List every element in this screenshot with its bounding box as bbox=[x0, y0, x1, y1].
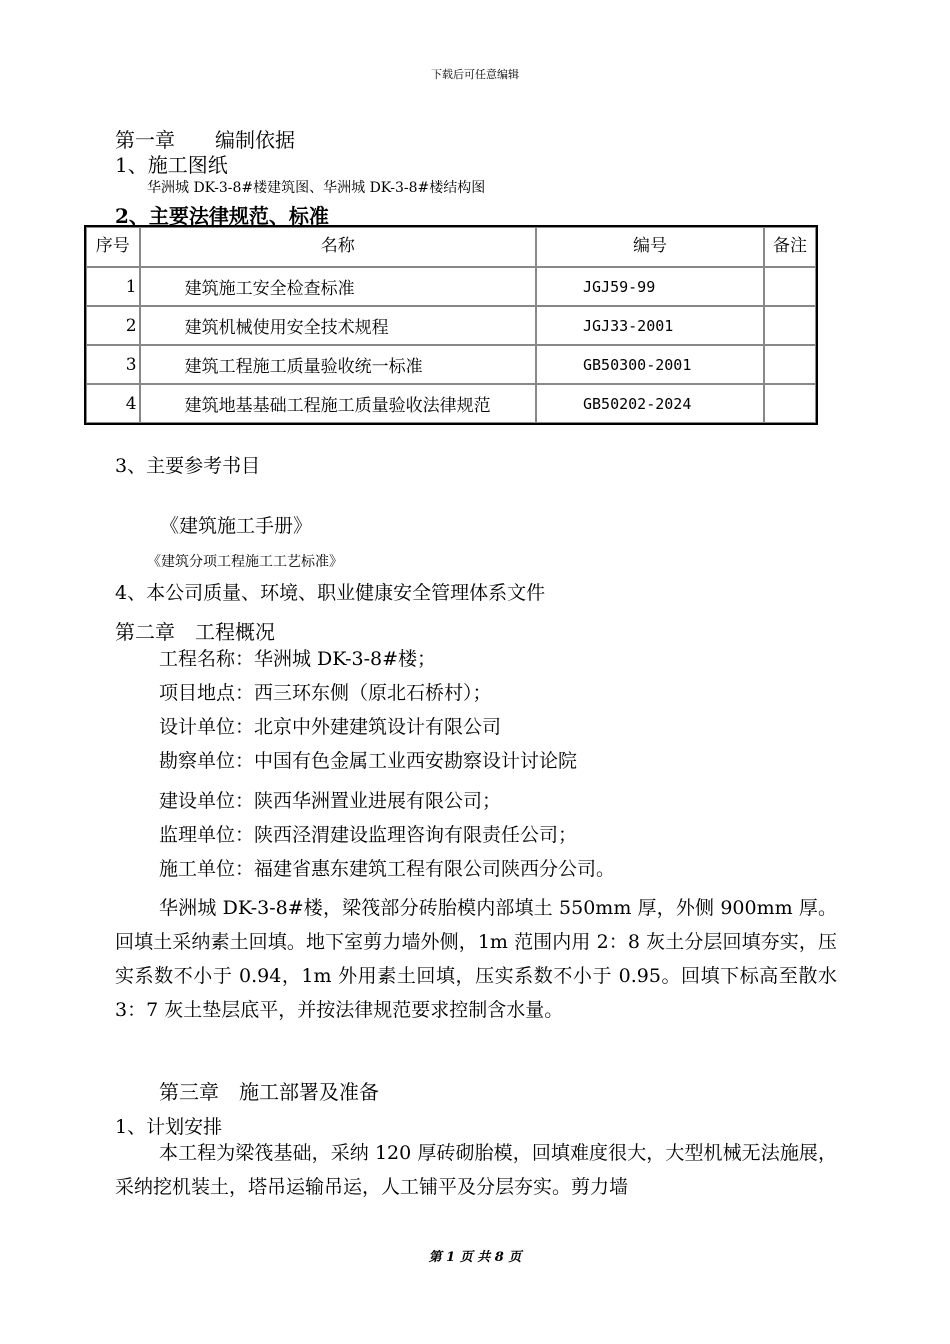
project-info-line: 勘察单位：中国有色金属工业西安勘察设计讨论院 bbox=[159, 750, 578, 772]
project-info-line: 工程名称：华洲城 DK-3-8#楼； bbox=[159, 648, 437, 670]
cell-name: 建筑施工安全检查标准 bbox=[140, 267, 536, 306]
header-name: 名称 bbox=[140, 227, 536, 267]
table-row bbox=[86, 345, 816, 384]
section2-title: 2、主要法律规范、标准 bbox=[115, 204, 329, 228]
cell-no: 1 bbox=[86, 267, 140, 306]
table-row bbox=[86, 267, 816, 306]
section1-title: 1、施工图纸 bbox=[115, 153, 228, 177]
chapter3-title: 第三章 施工部署及准备 bbox=[159, 1080, 379, 1104]
backfill-paragraph: 华洲城 DK-3-8#楼，梁筏部分砖胎模内部填土 550mm 厚，外侧 900mm 厚。回填土采纳素土回填。地下室剪力墙外侧，1m 范围内用 2：8 灰土分层回填夯实，压实系数不小于 0.94，1m 外用素土回填，压实系数不小于 0.95。回填下标高至散水 3：7 灰土垫层底平，并按法律规范要求控制含水量。 bbox=[115, 897, 837, 1021]
section1-text: 华洲城 DK-3-8#楼建筑图、华洲城 DK-3-8#楼结构图 bbox=[147, 180, 486, 196]
project-info-line: 设计单位：北京中外建建筑设计有限公司 bbox=[159, 716, 502, 738]
cell-remark bbox=[764, 384, 816, 423]
project-info-line: 建设单位：陕西华洲置业进展有限公司； bbox=[159, 790, 502, 812]
standards-table bbox=[84, 225, 818, 425]
header-code: 编号 bbox=[536, 227, 764, 267]
cell-no: 3 bbox=[86, 345, 140, 384]
project-info-line: 施工单位：福建省惠东建筑工程有限公司陕西分公司。 bbox=[159, 858, 616, 880]
cell-code: JGJ59-99 bbox=[536, 267, 764, 306]
chapter2-title: 第二章 工程概况 bbox=[115, 620, 275, 644]
cell-no: 4 bbox=[86, 384, 140, 423]
cell-code: GB50300-2001 bbox=[536, 345, 764, 384]
book-title-2: 《建筑分项工程施工工艺标准》 bbox=[147, 554, 343, 570]
section4-title: 4、本公司质量、环境、职业健康安全管理体系文件 bbox=[115, 582, 546, 604]
cell-no: 2 bbox=[86, 306, 140, 345]
chapter1-title: 第一章 编制依据 bbox=[115, 128, 295, 152]
cell-name: 建筑工程施工质量验收统一标准 bbox=[140, 345, 536, 384]
cell-code: GB50202-2024 bbox=[536, 384, 764, 423]
book-title-1: 《建筑施工手册》 bbox=[160, 515, 313, 537]
cell-remark bbox=[764, 306, 816, 345]
header-remark: 备注 bbox=[764, 227, 816, 267]
plan-section-title: 1、计划安排 bbox=[115, 1116, 223, 1138]
section3-title: 3、主要参考书目 bbox=[115, 455, 261, 477]
cell-code: JGJ33-2001 bbox=[536, 306, 764, 345]
table-row bbox=[86, 384, 816, 423]
project-info-line: 监理单位：陕西泾渭建设监理咨询有限责任公司； bbox=[159, 824, 578, 846]
table-row bbox=[86, 306, 816, 345]
page-number: 第 1 页 共 8 页 bbox=[428, 1250, 522, 1265]
page-header-note: 下载后可任意编辑 bbox=[431, 68, 519, 81]
cell-name: 建筑地基基础工程施工质量验收法律规范 bbox=[140, 384, 536, 423]
cell-remark bbox=[764, 267, 816, 306]
header-no: 序号 bbox=[86, 227, 140, 267]
table-header-row bbox=[86, 227, 816, 267]
project-info-line: 项目地点：西三环东侧（原北石桥村）； bbox=[159, 682, 492, 704]
plan-paragraph: 本工程为梁筏基础，采纳 120 厚砖砌胎模，回填难度很大，大型机械无法施展，采纳挖机装土，塔吊运输吊运，人工铺平及分层夯实。剪力墙 bbox=[115, 1142, 837, 1198]
cell-remark bbox=[764, 345, 816, 384]
cell-name: 建筑机械使用安全技术规程 bbox=[140, 306, 536, 345]
